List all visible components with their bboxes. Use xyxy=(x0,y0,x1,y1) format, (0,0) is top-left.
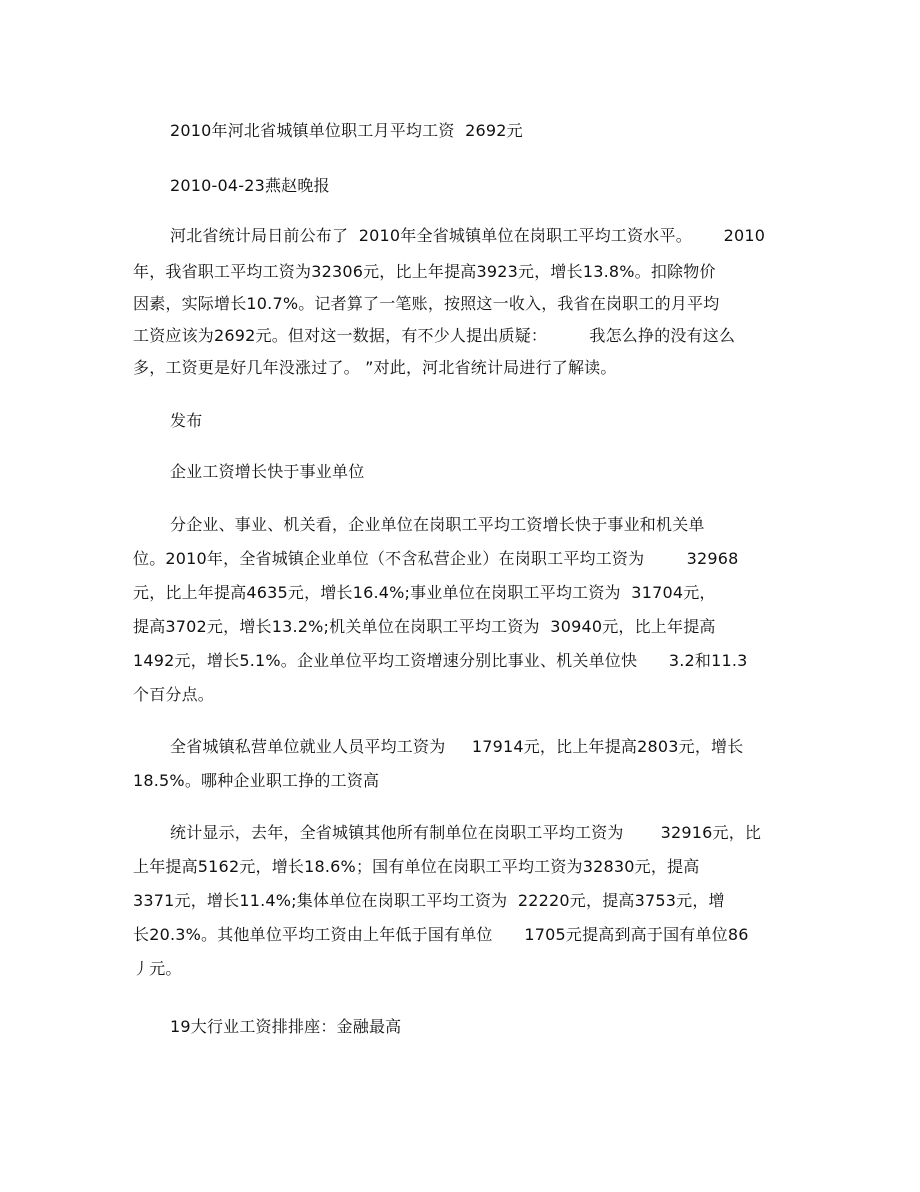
paragraph-line: 元，比上年提高4635元，增长16.4%;事业单位在岗职工平均工资为 31704元， xyxy=(133,583,716,602)
paragraph-line: 丿元。 xyxy=(133,959,182,978)
paragraph-line: 个百分点。 xyxy=(133,685,215,704)
paragraph-line: 河北省统计局日前公布了 2010年全省城镇单位在岗职工平均工资水平。 2010 xyxy=(170,226,766,245)
paragraph-line: 多，工资更是好几年没涨过了。 ”对此，河北省统计局进行了解读。 xyxy=(133,358,617,377)
paragraph-line: 年，我省职工平均工资为32306元，比上年提高3923元，增长13.8%。扣除物价 xyxy=(133,262,716,281)
section-heading: 发布 xyxy=(170,411,203,430)
paragraph-line: 上年提高5162元，增长18.6%；国有单位在岗职工平均工资为32830元，提高 xyxy=(133,857,700,876)
section-heading: 19大行业工资排排座：金融最高 xyxy=(170,1017,402,1036)
section-heading: 企业工资增长快于事业单位 xyxy=(170,462,365,481)
paragraph-line: 全省城镇私营单位就业人员平均工资为 17914元，比上年提高2803元，增长 xyxy=(170,737,744,756)
paragraph-line: 因素，实际增长10.7%。记者算了一笔账，按照这一收入，我省在岗职工的月平均 xyxy=(133,294,720,313)
paragraph-line: 3371元，增长11.4%;集体单位在岗职工平均工资为 22220元，提高3753元，增 xyxy=(133,891,725,910)
paragraph-line: 长20.3%。其他单位平均工资由上年低于国有单位 1705元提高到高于国有单位86 xyxy=(133,925,749,944)
paragraph-line: 统计显示，去年，全省城镇其他所有制单位在岗职工平均工资为 32916元，比 xyxy=(170,823,762,842)
article-title: 2010年河北省城镇单位职工月平均工资 2692元 xyxy=(170,121,523,140)
paragraph-line: 分企业、事业、机关看，企业单位在岗职工平均工资增长快于事业和机关单 xyxy=(170,515,705,534)
article-dateline: 2010-04-23燕赵晚报 xyxy=(170,176,330,195)
paragraph-line: 1492元，增长5.1%。企业单位平均工资增速分别比事业、机关单位快 3.2和11.3 xyxy=(133,651,748,670)
paragraph-line: 工资应该为2692元。但对这一数据，有不少人提出质疑： 我怎么挣的没有这么 xyxy=(133,326,736,345)
paragraph-line: 提高3702元，增长13.2%;机关单位在岗职工平均工资为 30940元，比上年提高 xyxy=(133,617,716,636)
paragraph-line: 18.5%。哪种企业职工挣的工资高 xyxy=(133,771,380,790)
paragraph-line: 位。2010年，全省城镇企业单位（不含私营企业）在岗职工平均工资为 32968 xyxy=(133,549,739,568)
